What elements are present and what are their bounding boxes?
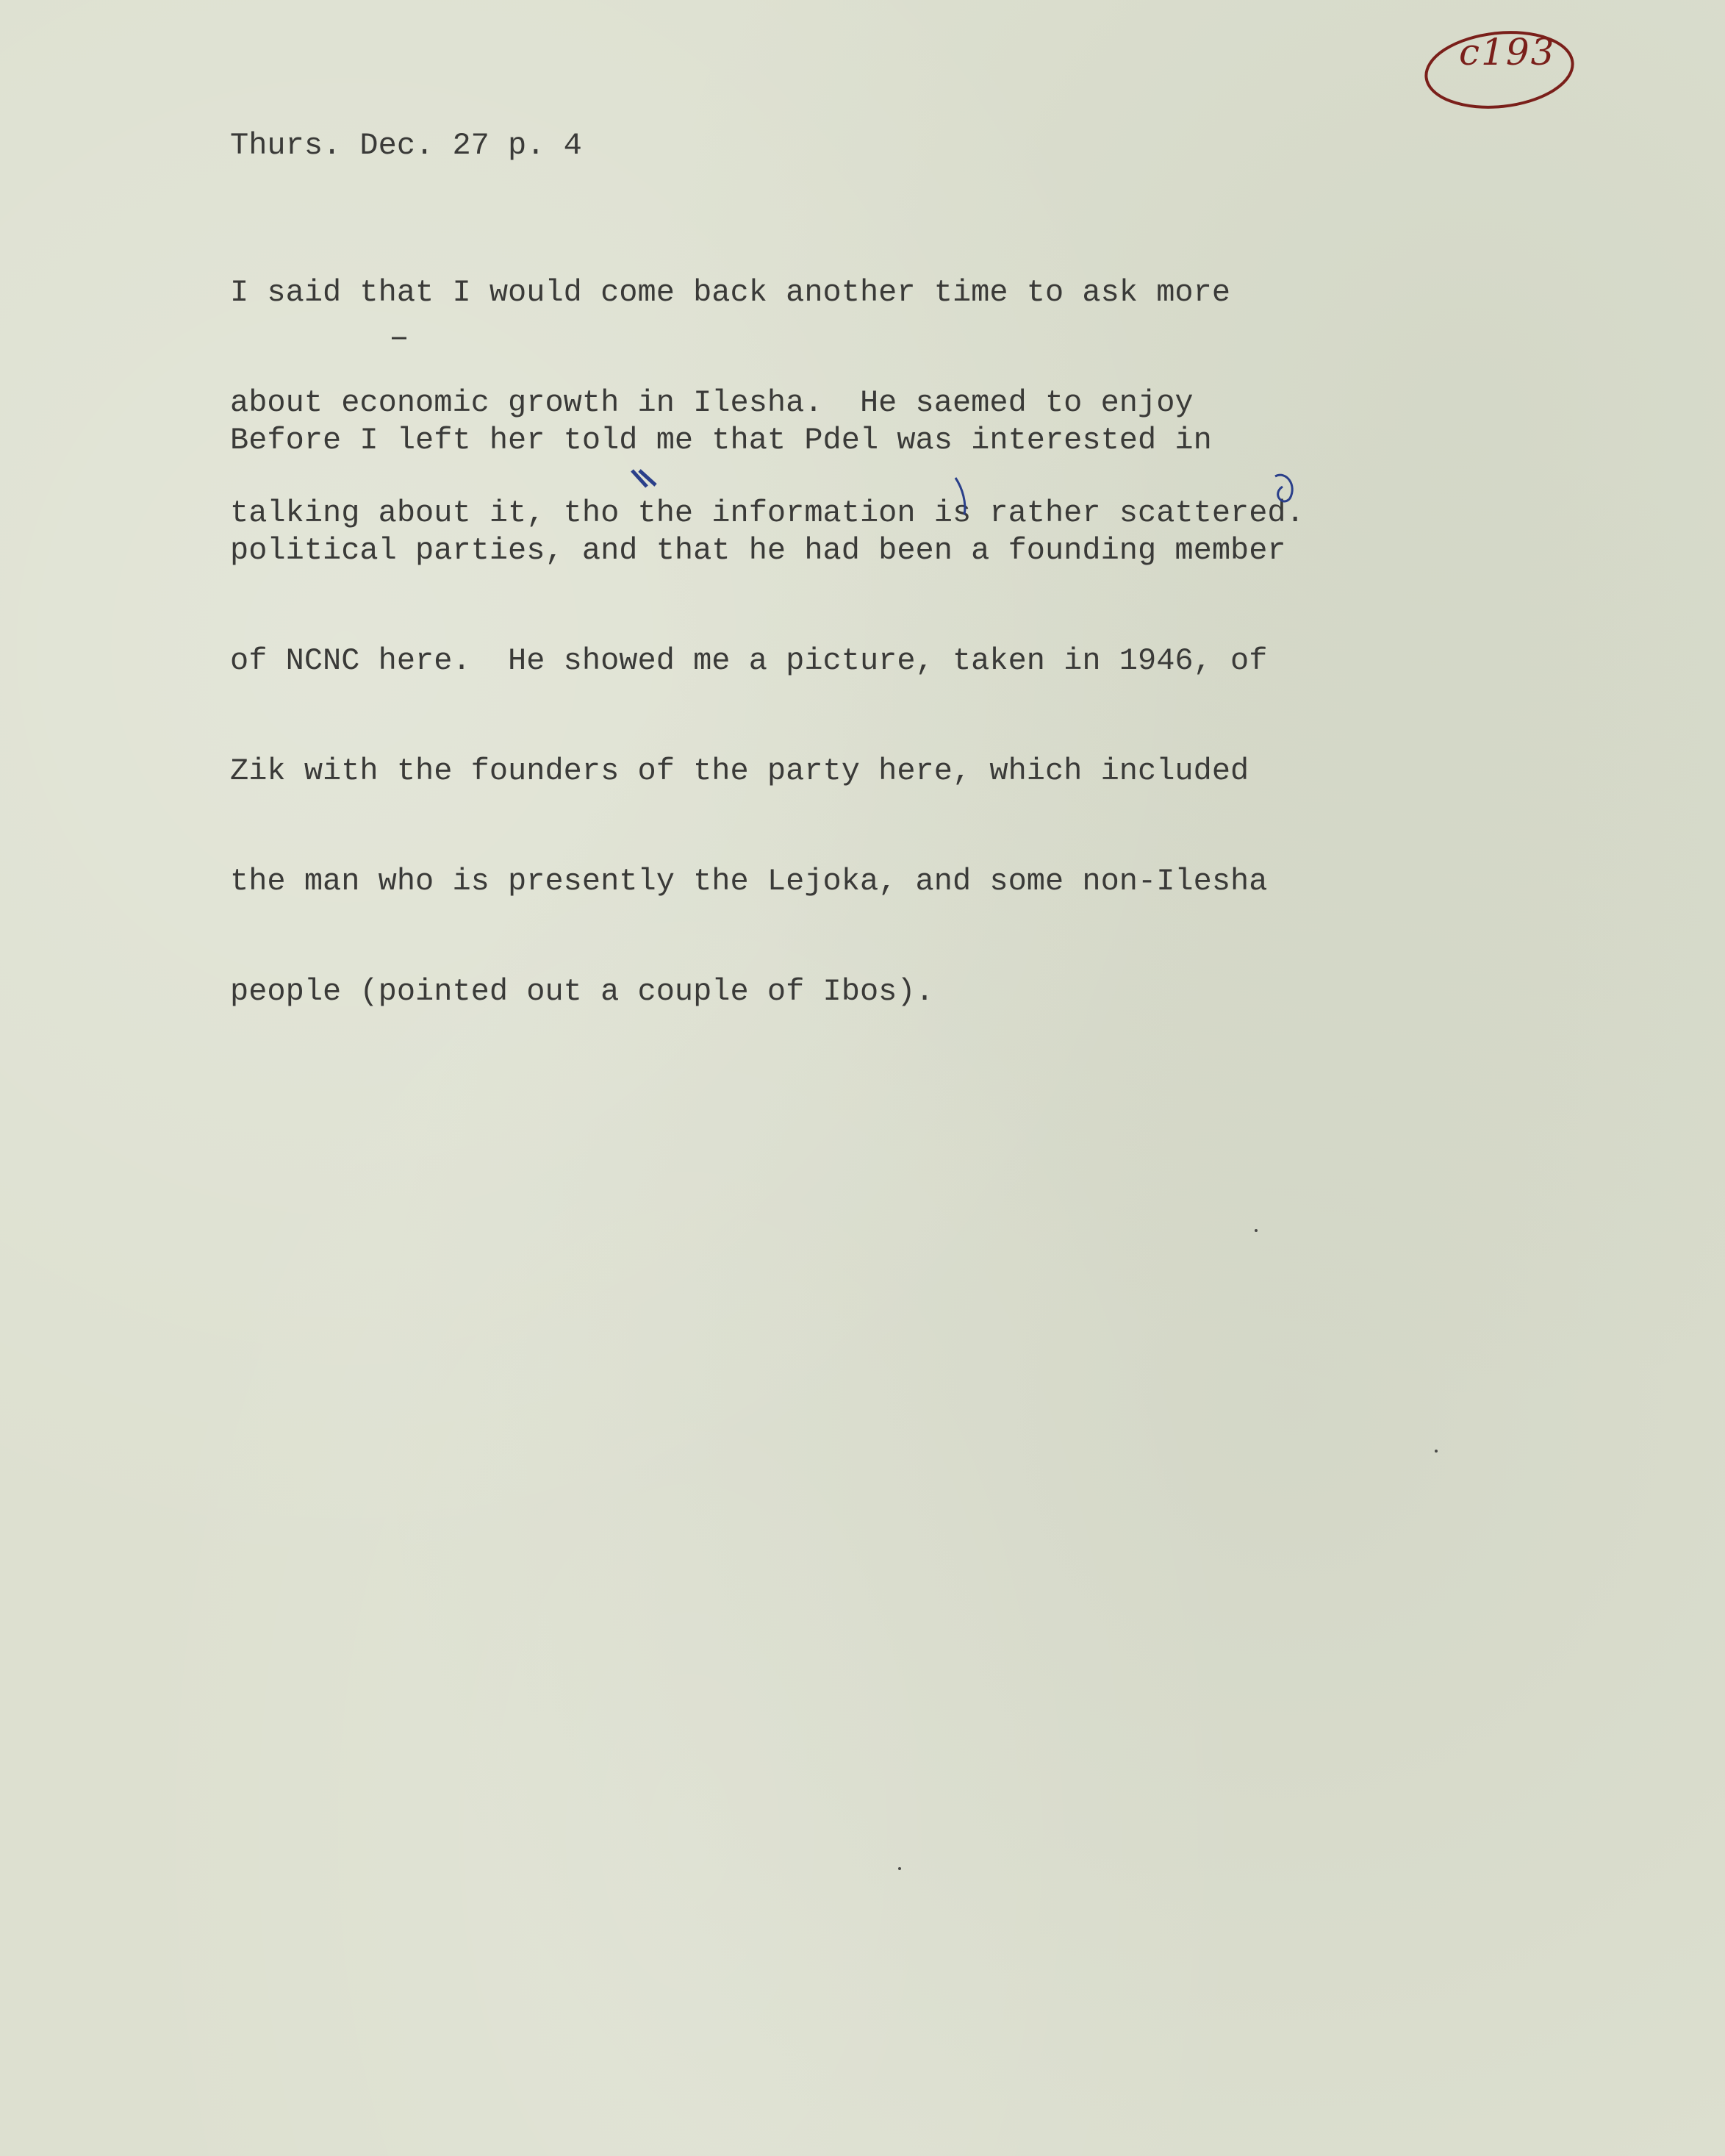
paragraph-2-line: the man who is presently the Lejoka, and some non-Ilesha bbox=[230, 864, 1268, 899]
paragraph-1-line: I said that I would come back another time to ask more bbox=[230, 275, 1231, 310]
paragraph-2-line: Zik with the founders of the party here, which included bbox=[230, 753, 1249, 789]
paper-speck bbox=[1435, 1450, 1438, 1453]
paragraph-2 bbox=[230, 348, 1286, 1084]
paragraph-2-line: of NCNC here. He showed me a picture, taken in 1946, of bbox=[230, 643, 1268, 678]
paragraph-1-line: about economic growth in Ilesha. He saemed to enjoy bbox=[230, 385, 1194, 420]
paragraph-1-line: talking about it, tho the information is rather scattered. bbox=[230, 495, 1305, 531]
page-number-stamp: c193 bbox=[1459, 31, 1556, 74]
paragraph-2-line: Before I left her told me that Pdel was interested in bbox=[230, 423, 1212, 458]
paragraph-2-line: people (pointed out a couple of Ibos). bbox=[230, 974, 934, 1009]
entry-heading: Thurs. Dec. 27 p. 4 bbox=[230, 128, 582, 163]
paper-speck bbox=[898, 1867, 901, 1870]
paragraph-2-line: political parties, and that he had been a founding member bbox=[230, 533, 1286, 568]
paper-speck bbox=[1255, 1229, 1258, 1232]
